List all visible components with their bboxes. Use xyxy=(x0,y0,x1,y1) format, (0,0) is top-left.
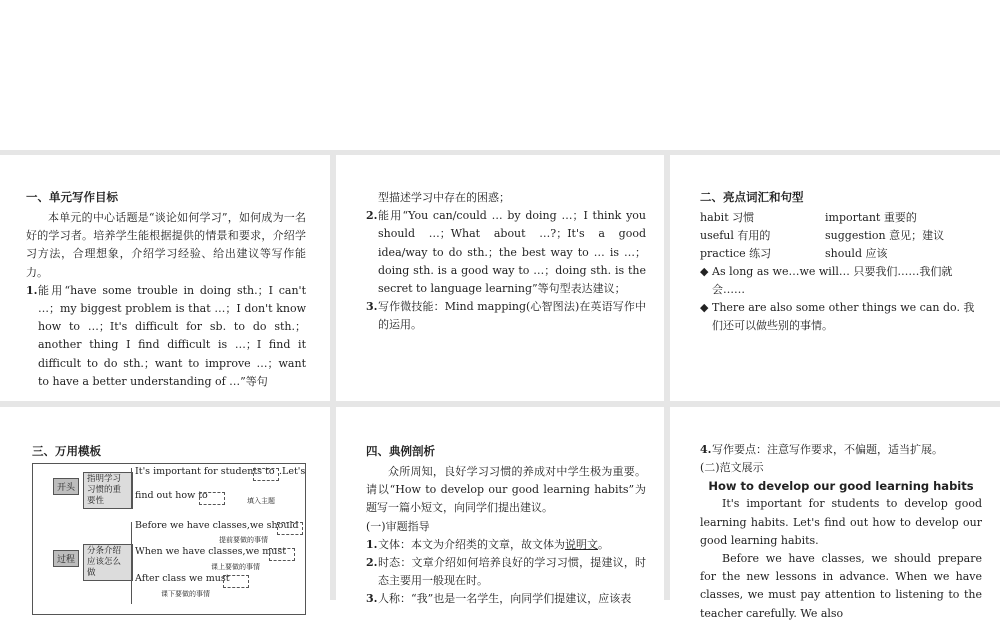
essay-title: How to develop our good learning habits xyxy=(708,479,974,494)
list-item xyxy=(366,207,646,298)
annotation-note: 提前要做的事情 xyxy=(219,536,268,544)
item-number: 1. xyxy=(366,537,378,551)
tag-opening: 开头 xyxy=(53,478,79,495)
blank-box xyxy=(223,575,249,588)
template-line: Before we have classes,we should xyxy=(135,520,299,531)
list-item xyxy=(366,298,646,334)
diamond-bullet-icon: ◆ xyxy=(700,301,709,314)
box-opening: 指明学习习惯的重要性 xyxy=(83,472,133,509)
template-line: After class we must xyxy=(135,573,230,584)
sentence-pattern xyxy=(700,299,982,335)
item-number: 1. xyxy=(26,283,38,297)
slide-writing-goals xyxy=(0,155,330,401)
continued-text: 型描述学习中存在的困惑； xyxy=(378,191,510,204)
sub-heading: (一)审题指导 xyxy=(366,519,430,533)
diamond-bullet-icon: ◆ xyxy=(700,265,709,278)
item-text: 能用“have some trouble in doing sth.；I can't …；my biggest problem is that …；I don't know how to …；It's difficult for sb. to do sth.；another thing I find difficult is …；I find it difficult to do sth.；want to improve …；want to have a better understanding of …”等句 xyxy=(38,283,306,388)
vocab-cell: important 重要的 xyxy=(825,211,917,224)
list-item xyxy=(700,441,982,459)
item-text-part: 文体：本文为介绍类的文章，故文体为 xyxy=(378,537,565,551)
blank-box xyxy=(269,548,295,561)
annotation-note: 课上要做的事情 xyxy=(211,563,260,571)
section-heading: 二、亮点词汇和句型 xyxy=(700,190,804,204)
bracket-line xyxy=(131,522,132,604)
template-line: .Let's xyxy=(279,466,306,477)
annotation-note: 课下要做的事情 xyxy=(161,590,210,598)
list-item xyxy=(26,282,306,391)
list-item xyxy=(366,590,646,608)
item-number: 4. xyxy=(700,443,712,456)
essay-paragraph: It's important for students to develop good learning habits. Let's find out how to develop our good learning habits. xyxy=(700,497,982,547)
box-process: 分条介绍应该怎么做 xyxy=(83,544,133,581)
vocab-table xyxy=(700,209,982,263)
item-number: 2. xyxy=(366,209,378,223)
writing-template-diagram xyxy=(32,463,306,615)
sub-heading: (二)范文展示 xyxy=(700,461,764,475)
pattern-text: There are also some other things we can do. 我们还可以做些别的事情。 xyxy=(712,301,975,332)
item-text: 时态：文章介绍如何培养良好的学习习惯，提建议，时态主要用一般现在时。 xyxy=(378,556,646,588)
tag-process: 过程 xyxy=(53,550,79,567)
sentence-pattern xyxy=(700,263,982,299)
bracket-line xyxy=(131,468,132,508)
item-number: 3. xyxy=(366,592,378,606)
item-number: 3. xyxy=(366,300,378,314)
task-paragraph: 众所周知，良好学习习惯的养成对中学生极为重要。请以“How to develop our good learning habits”为题写一篇小短文，向同学们提出建议。 xyxy=(366,465,646,515)
underlined-answer: 说明文 xyxy=(565,537,598,551)
slide-example-analysis xyxy=(336,407,664,606)
item-text: 人称：“我”也是一名学生，向同学们提建议，应该表 xyxy=(378,592,632,606)
item-text xyxy=(378,536,646,554)
item-text: 能用“You can/could … by doing …；I think you should …；What about …?；It's a good idea/way to do sth.；the best way to … is …；doing sth. is a good way to …；doing sth. is the secret to language learning”等句型表达建议； xyxy=(378,209,646,296)
list-item xyxy=(366,536,646,554)
item-number: 2. xyxy=(366,556,378,570)
vocab-cell: suggestion 意见；建议 xyxy=(825,229,945,242)
blank-box xyxy=(199,492,225,505)
section-heading: 三、万用模板 xyxy=(32,444,101,458)
item-text-part: 。 xyxy=(598,537,609,551)
essay-paragraph: Before we have classes, we should prepare for the new lessons in advance. When we have classes, we must pay attention to listening to the teacher carefully. We also xyxy=(700,552,982,620)
slide-writing-goals-cont xyxy=(336,155,664,401)
vocab-cell: should 应该 xyxy=(825,247,888,260)
blank-box xyxy=(277,522,303,535)
item-text: 写作微技能：Mind mapping(心智图法)在英语写作中的运用。 xyxy=(378,300,646,332)
slide-vocabulary xyxy=(670,155,1000,401)
template-line: It's important for students to xyxy=(135,466,275,477)
slide-template xyxy=(0,407,330,600)
section-heading: 四、典例剖析 xyxy=(366,444,435,458)
section-heading: 一、单元写作目标 xyxy=(26,190,118,204)
vocab-cell: useful 有用的 xyxy=(700,229,771,242)
vocab-cell: practice 练习 xyxy=(700,247,772,260)
blank-box xyxy=(253,468,279,481)
pattern-text: As long as we…we will… 只要我们……我们就会…… xyxy=(712,265,953,296)
intro-paragraph: 本单元的中心话题是“谈论如何学习”，如何成为一名好的学习者。培养学生能根据提供的情景和要求，介绍学习方法，合理想象，介绍学习经验、给出建议等写作能力。 xyxy=(26,211,306,279)
list-item xyxy=(366,554,646,590)
annotation-note: 填入主题 xyxy=(247,497,275,505)
template-line: find out how to xyxy=(135,490,208,501)
item-text: 写作要点：注意写作要求，不偏题，适当扩展。 xyxy=(712,443,943,456)
slide-sample-essay xyxy=(670,407,1000,620)
template-line: When we have classes,we must xyxy=(135,546,287,557)
vocab-cell: habit 习惯 xyxy=(700,211,755,224)
